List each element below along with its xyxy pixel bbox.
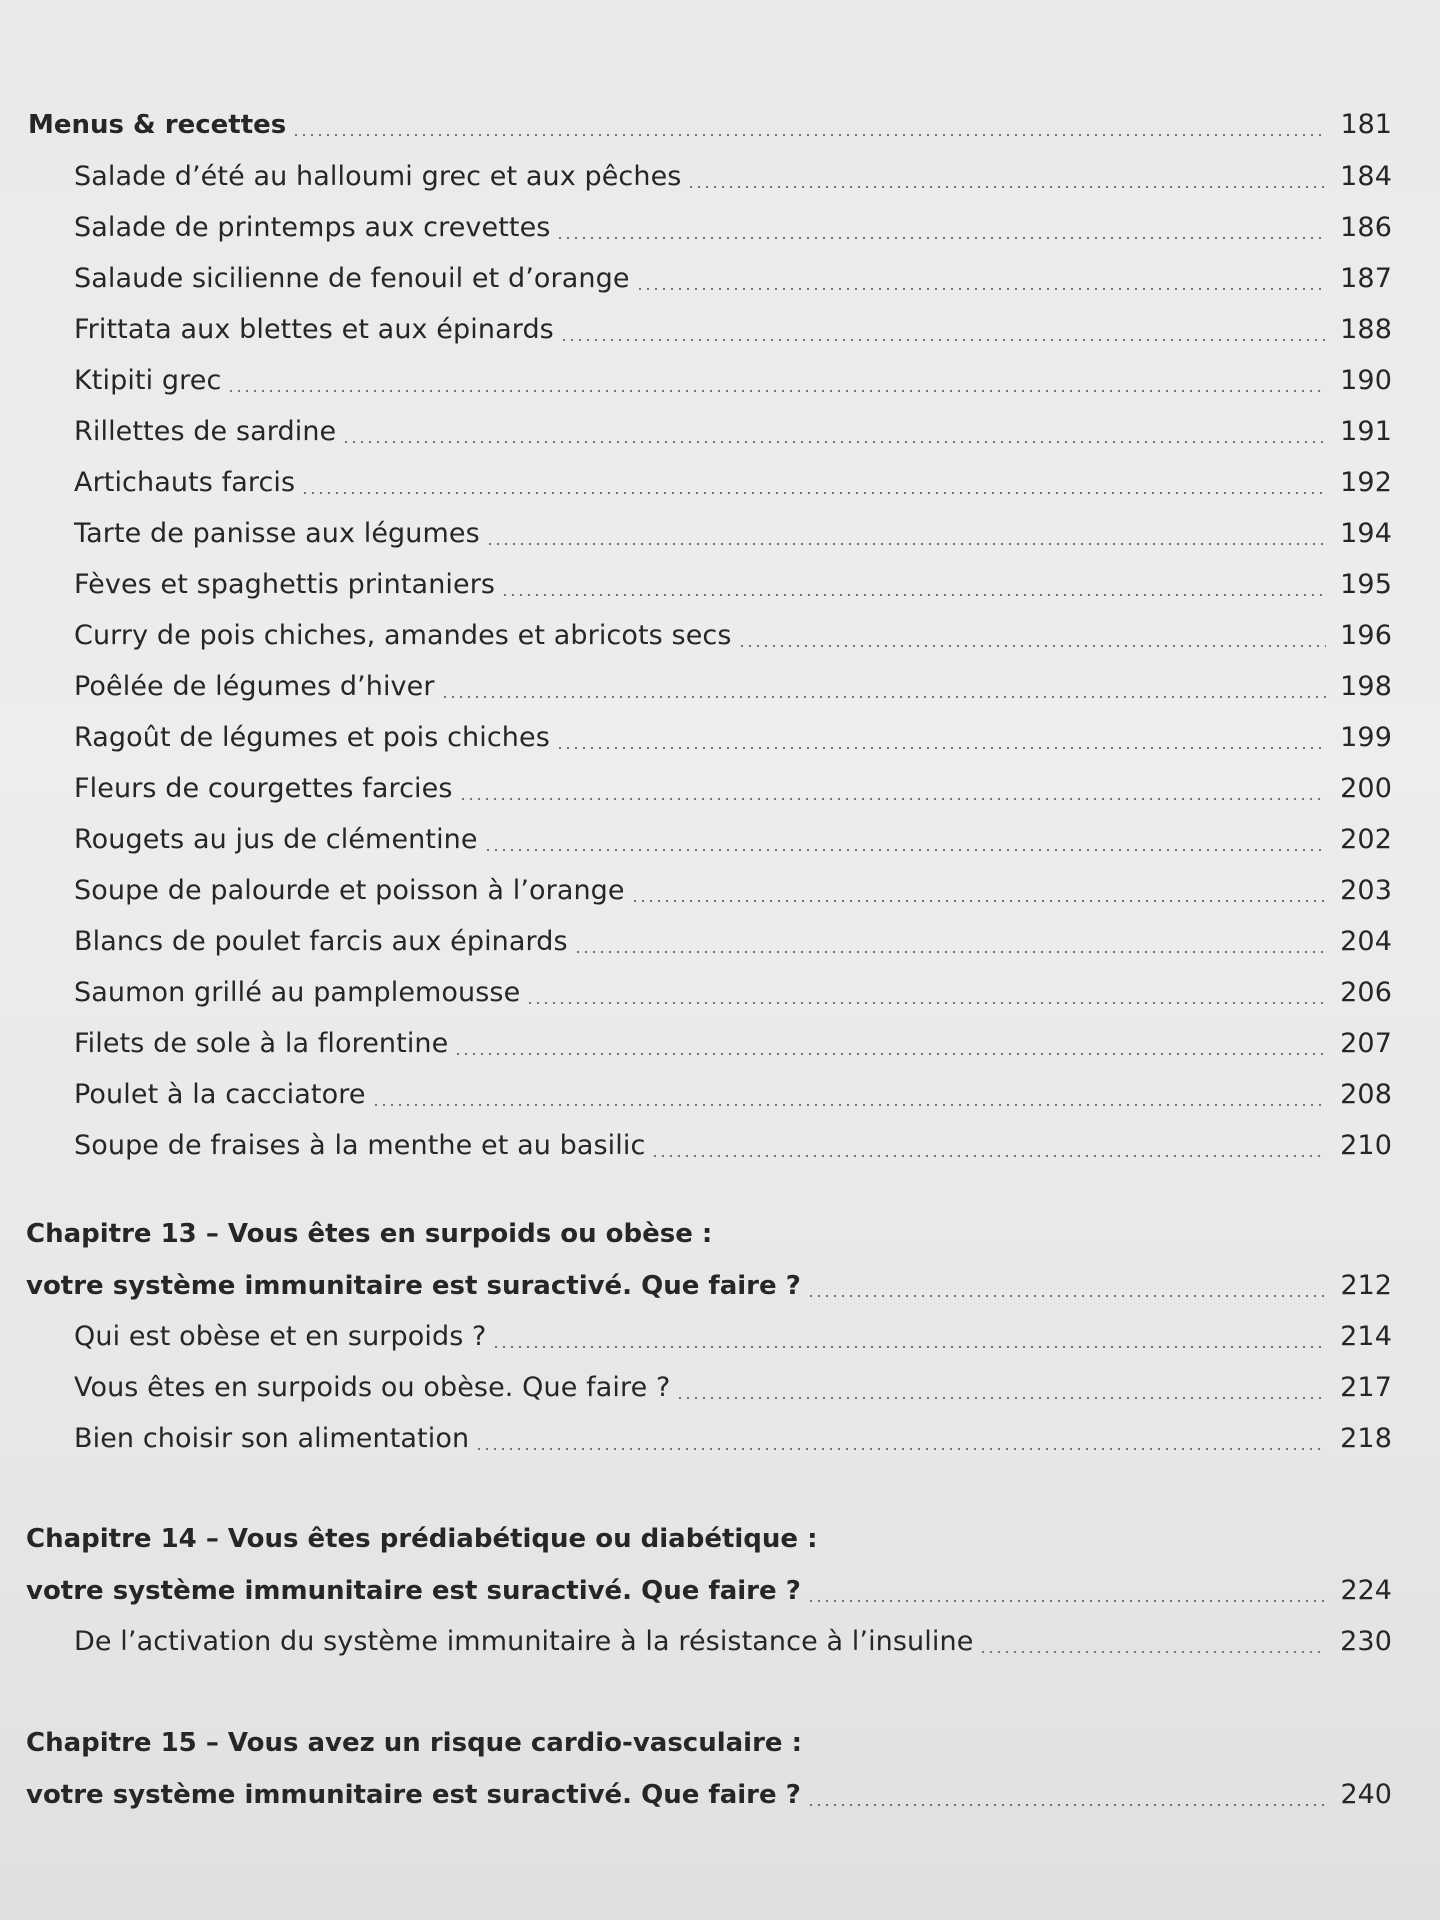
toc-entry bbox=[74, 1622, 1392, 1662]
toc-page-number: 210 bbox=[1340, 1130, 1392, 1161]
toc-entry bbox=[74, 616, 1392, 656]
toc-page-number: 181 bbox=[1340, 109, 1392, 140]
toc-entry bbox=[74, 1024, 1392, 1064]
toc-page-number: 207 bbox=[1340, 1028, 1392, 1059]
toc-page-number: 212 bbox=[1340, 1270, 1392, 1301]
toc-entry bbox=[74, 1317, 1392, 1357]
toc-entry bbox=[74, 871, 1392, 911]
toc-entry-label: Fèves et spaghettis printaniers bbox=[74, 569, 496, 600]
toc-entry-label: Frittata aux blettes et aux épinards bbox=[74, 314, 554, 345]
toc-entry bbox=[74, 310, 1392, 350]
toc-entry bbox=[74, 718, 1392, 758]
toc-entry-label: Qui est obèse et en surpoids ? bbox=[74, 1321, 487, 1352]
toc-entry-label: Curry de pois chiches, amandes et abricots secs bbox=[74, 620, 732, 651]
toc-entry-menus-recettes bbox=[28, 105, 1392, 145]
dot-leader bbox=[631, 900, 1326, 902]
toc-entry bbox=[74, 1419, 1392, 1459]
dot-leader bbox=[574, 951, 1326, 953]
toc-entry bbox=[74, 157, 1392, 197]
toc-entry bbox=[74, 1368, 1392, 1408]
toc-entry-label: Fleurs de courgettes farcies bbox=[74, 773, 453, 804]
toc-page-number: 192 bbox=[1340, 467, 1392, 498]
toc-entry-label: Artichauts farcis bbox=[74, 467, 296, 498]
toc-page-number: 199 bbox=[1340, 722, 1392, 753]
dot-leader bbox=[486, 543, 1326, 545]
chapter-15-entry bbox=[26, 1775, 1392, 1815]
dot-leader bbox=[636, 288, 1326, 290]
toc-entry-label: Blancs de poulet farcis aux épinards bbox=[74, 926, 568, 957]
dot-leader bbox=[459, 798, 1326, 800]
dot-leader bbox=[492, 1346, 1326, 1348]
dot-leader bbox=[441, 696, 1326, 698]
toc-page-number: 218 bbox=[1340, 1423, 1392, 1454]
chapter-15-title bbox=[26, 1723, 1126, 1763]
toc-entry-label: Salade d’été au halloumi grec et aux pêches bbox=[74, 161, 682, 192]
toc-entry bbox=[74, 769, 1392, 809]
dot-leader bbox=[526, 1002, 1326, 1004]
toc-entry-label: Poêlée de légumes d’hiver bbox=[74, 671, 435, 702]
toc-page-number: 203 bbox=[1340, 875, 1392, 906]
dot-leader bbox=[556, 747, 1326, 749]
toc-entry-label: De l’activation du système immunitaire à la résistance à l’insuline bbox=[74, 1626, 974, 1657]
toc-page-number: 191 bbox=[1340, 416, 1392, 447]
dot-leader bbox=[556, 237, 1326, 239]
toc-page-number: 217 bbox=[1340, 1372, 1392, 1403]
toc-entry-label: Bien choisir son alimentation bbox=[74, 1423, 470, 1454]
toc-entry bbox=[74, 565, 1392, 605]
toc-entry-label: Ktipiti grec bbox=[74, 365, 222, 396]
dot-leader bbox=[560, 339, 1326, 341]
toc-page-number: 184 bbox=[1340, 161, 1392, 192]
toc-entry-label: Rougets au jus de clémentine bbox=[74, 824, 478, 855]
dot-leader bbox=[227, 390, 1326, 392]
dot-leader bbox=[342, 441, 1326, 443]
dot-leader bbox=[484, 849, 1326, 851]
chapter-title-line: Chapitre 15 – Vous avez un risque cardio-vasculaire : bbox=[26, 1728, 803, 1758]
toc-page-number: 200 bbox=[1340, 773, 1392, 804]
toc-page-number: 198 bbox=[1340, 671, 1392, 702]
dot-leader bbox=[475, 1448, 1326, 1450]
toc-entry-label: Soupe de fraises à la menthe et au basilic bbox=[74, 1130, 646, 1161]
toc-entry-label: Menus & recettes bbox=[28, 110, 287, 140]
toc-page-number: 214 bbox=[1340, 1321, 1392, 1352]
toc-entry-label: Saumon grillé au pamplemousse bbox=[74, 977, 521, 1008]
dot-leader bbox=[651, 1155, 1326, 1157]
dot-leader bbox=[979, 1651, 1326, 1653]
toc-entry bbox=[74, 922, 1392, 962]
toc-entry-label: Salaude sicilienne de fenouil et d’orange bbox=[74, 263, 630, 294]
dot-leader bbox=[454, 1053, 1326, 1055]
toc-page-number: 208 bbox=[1340, 1079, 1392, 1110]
chapter-13-title bbox=[26, 1214, 1126, 1254]
dot-leader bbox=[807, 1600, 1326, 1602]
toc-page-number: 190 bbox=[1340, 365, 1392, 396]
toc-entry bbox=[74, 412, 1392, 452]
toc-page-number: 204 bbox=[1340, 926, 1392, 957]
dot-leader bbox=[687, 186, 1326, 188]
chapter-title-line: votre système immunitaire est suractivé. Que faire ? bbox=[26, 1576, 801, 1606]
toc-entry bbox=[74, 820, 1392, 860]
toc-entry bbox=[74, 514, 1392, 554]
toc-entry-label: Poulet à la cacciatore bbox=[74, 1079, 366, 1110]
toc-entry bbox=[74, 1075, 1392, 1115]
toc-page-number: 240 bbox=[1340, 1779, 1392, 1810]
toc-entry-label: Rillettes de sardine bbox=[74, 416, 337, 447]
toc-entry-label: Soupe de palourde et poisson à l’orange bbox=[74, 875, 625, 906]
toc-page-number: 202 bbox=[1340, 824, 1392, 855]
chapter-title-line: Chapitre 14 – Vous êtes prédiabétique ou diabétique : bbox=[26, 1524, 818, 1554]
dot-leader bbox=[738, 645, 1326, 647]
dot-leader bbox=[676, 1397, 1326, 1399]
dot-leader bbox=[292, 134, 1326, 136]
toc-page-number: 188 bbox=[1340, 314, 1392, 345]
chapter-title-line: Chapitre 13 – Vous êtes en surpoids ou obèse : bbox=[26, 1219, 713, 1249]
toc-page-number: 230 bbox=[1340, 1626, 1392, 1657]
chapter-title-line: votre système immunitaire est suractivé. Que faire ? bbox=[26, 1271, 801, 1301]
toc-entry bbox=[74, 1126, 1392, 1166]
toc-entry bbox=[74, 973, 1392, 1013]
toc-page-number: 186 bbox=[1340, 212, 1392, 243]
dot-leader bbox=[301, 492, 1326, 494]
toc-page-number: 224 bbox=[1340, 1575, 1392, 1606]
toc-page-number: 195 bbox=[1340, 569, 1392, 600]
chapter-13-entry bbox=[26, 1266, 1392, 1306]
toc-entry bbox=[74, 667, 1392, 707]
toc-entry-label: Vous êtes en surpoids ou obèse. Que faire ? bbox=[74, 1372, 671, 1403]
toc-entry bbox=[74, 208, 1392, 248]
dot-leader bbox=[807, 1295, 1326, 1297]
chapter-14-title bbox=[26, 1519, 1126, 1559]
toc-page-number: 187 bbox=[1340, 263, 1392, 294]
toc-entry bbox=[74, 361, 1392, 401]
chapter-title-line: votre système immunitaire est suractivé. Que faire ? bbox=[26, 1780, 801, 1810]
toc-entry-label: Salade de printemps aux crevettes bbox=[74, 212, 551, 243]
dot-leader bbox=[372, 1104, 1326, 1106]
toc-entry-label: Tarte de panisse aux légumes bbox=[74, 518, 480, 549]
toc-entry bbox=[74, 259, 1392, 299]
toc-entry-label: Filets de sole à la florentine bbox=[74, 1028, 449, 1059]
toc-entry-label: Ragoût de légumes et pois chiches bbox=[74, 722, 550, 753]
dot-leader bbox=[807, 1804, 1326, 1806]
toc-page-number: 206 bbox=[1340, 977, 1392, 1008]
toc-page-number: 196 bbox=[1340, 620, 1392, 651]
toc-page-number: 194 bbox=[1340, 518, 1392, 549]
dot-leader bbox=[501, 594, 1326, 596]
toc-entry bbox=[74, 463, 1392, 503]
chapter-14-entry bbox=[26, 1571, 1392, 1611]
